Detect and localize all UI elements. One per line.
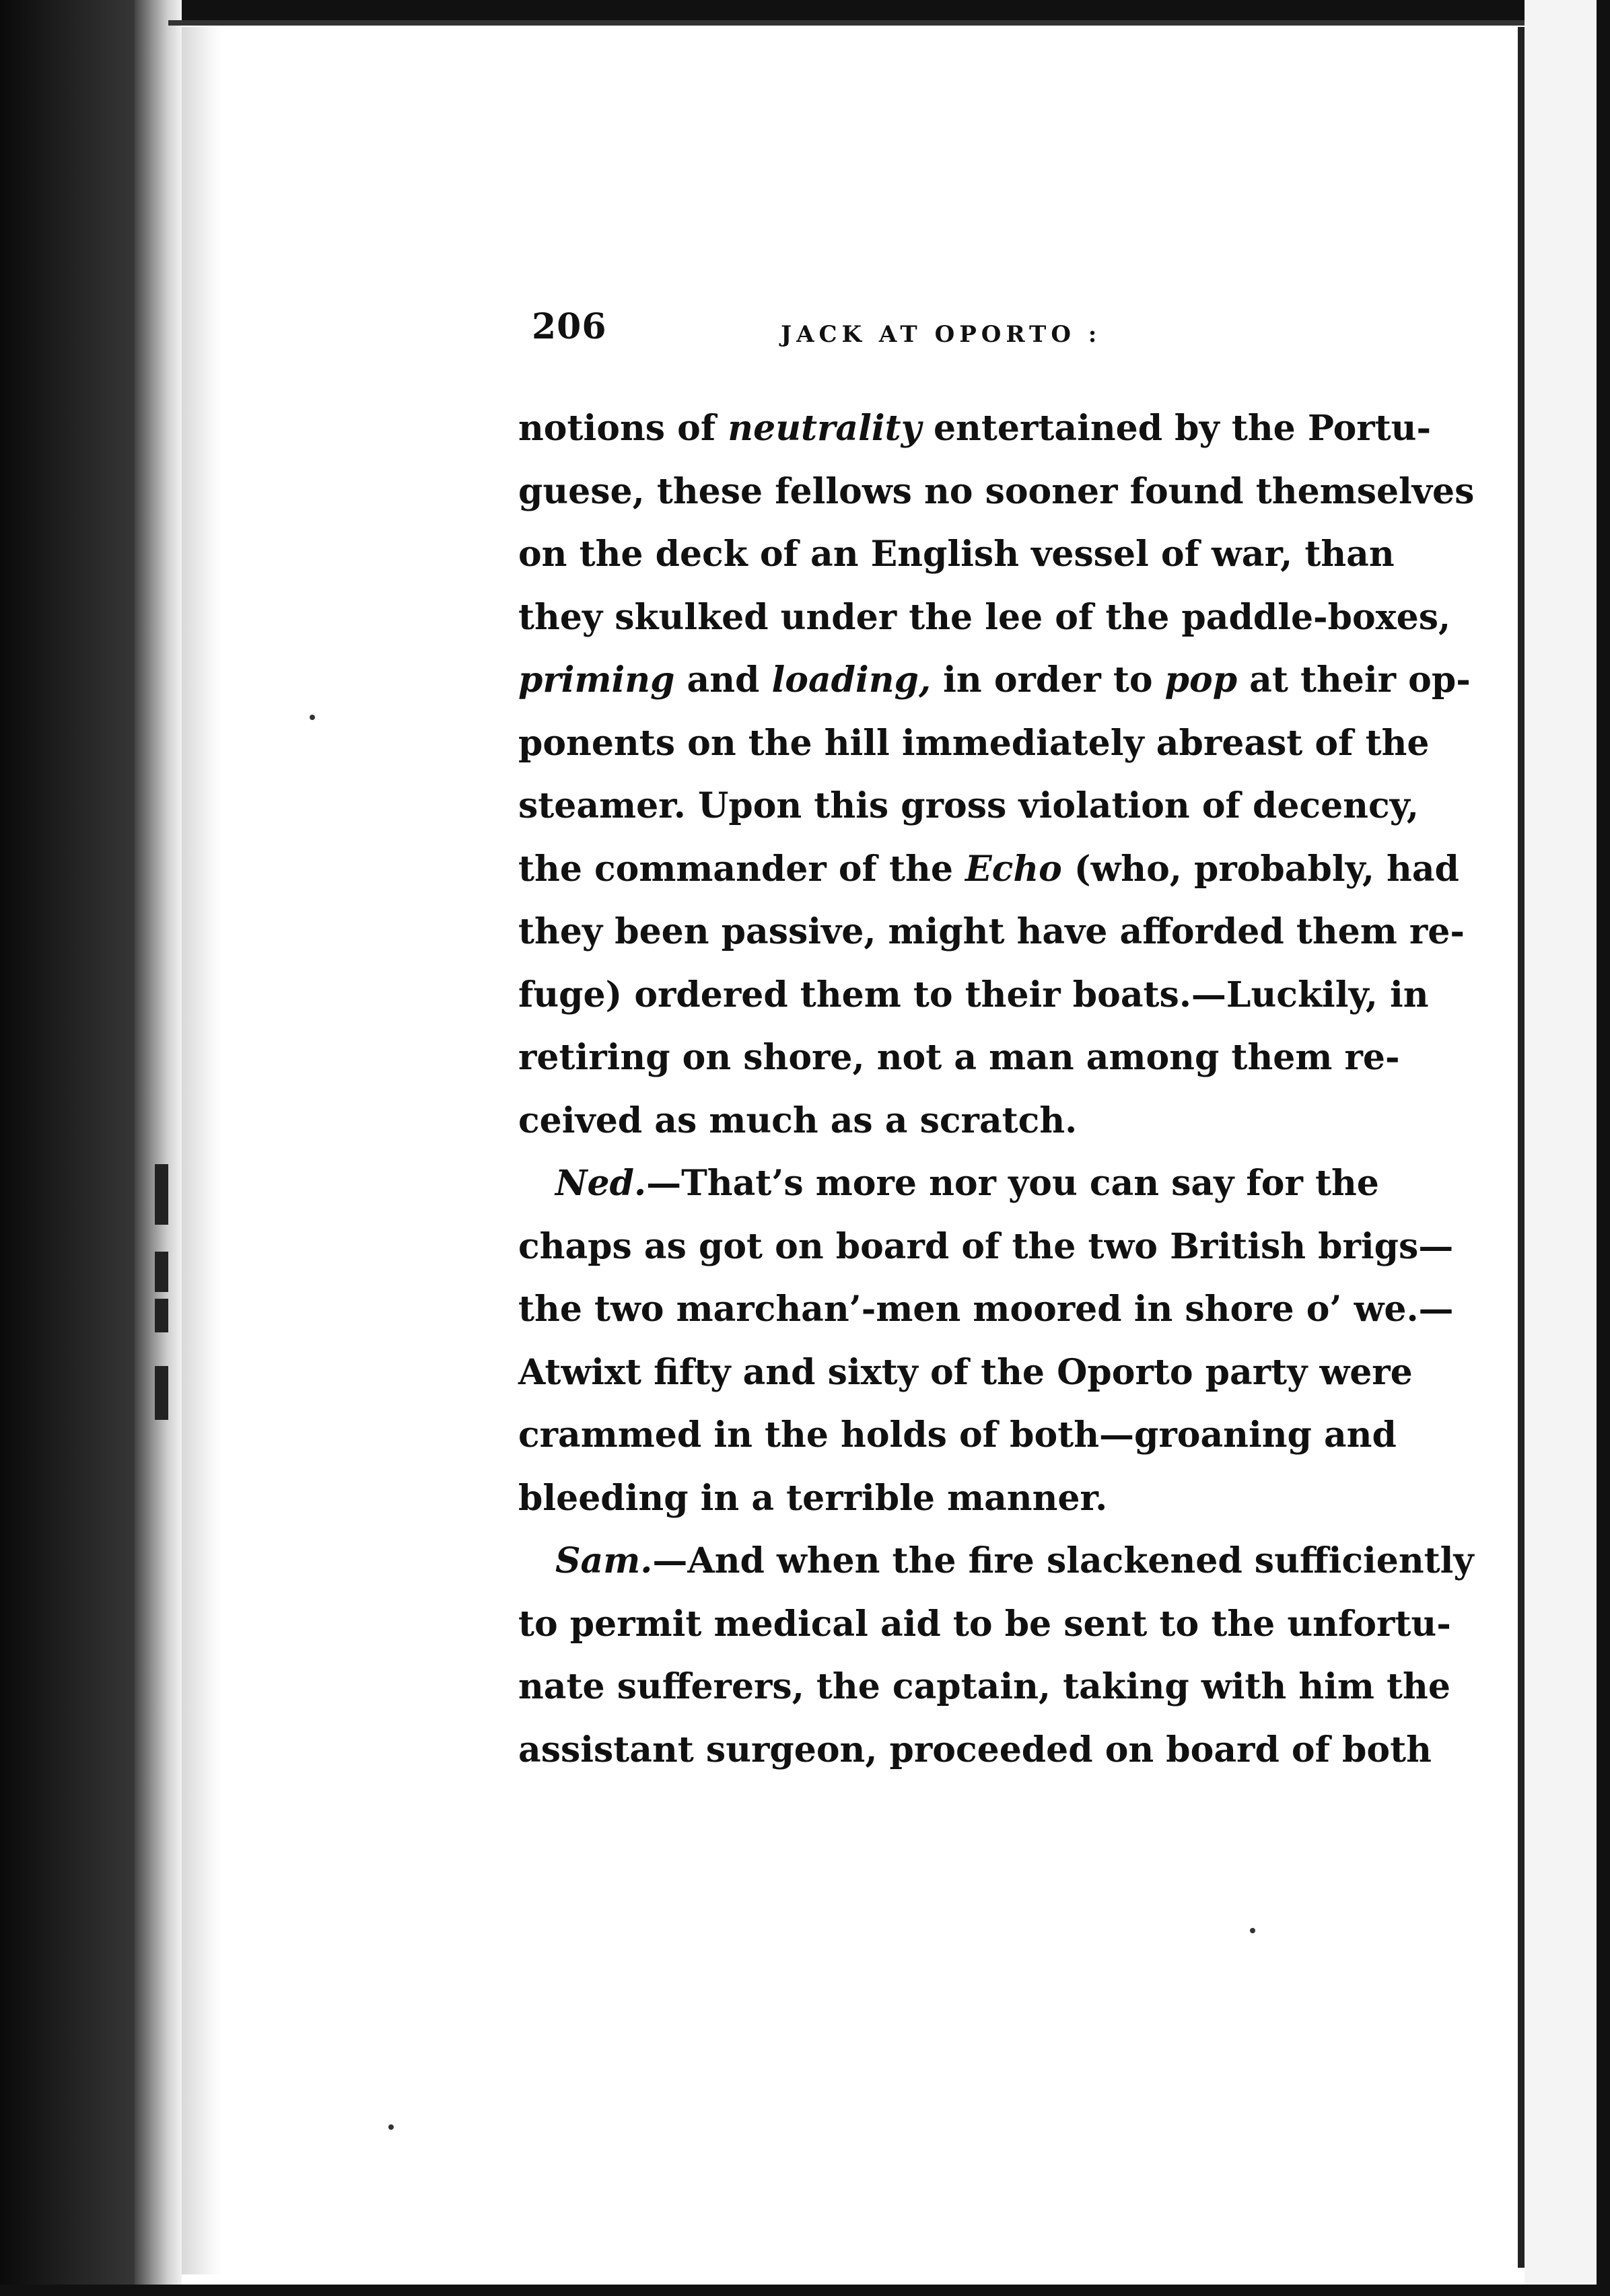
text-run: entertained by the Portu- [921,408,1432,449]
text-run: ceived as much as a scratch. [518,1100,1078,1141]
page-stack-edge [135,0,182,2296]
spine-mark [155,1164,168,1225]
text-run: crammed in the holds of both—groaning and [518,1414,1397,1456]
speck [388,2124,394,2130]
italic-text: pop [1164,659,1238,701]
running-head: JACK AT OPORTO : [781,321,1102,348]
text-run: und [1168,470,1244,512]
text-line [518,1593,1451,1656]
speck [1250,1928,1255,1933]
text-line [518,1215,1454,1279]
text-run: bleeding in a terrible manner. [518,1477,1108,1519]
text-line [518,1341,1413,1404]
text-line [518,1278,1454,1341]
text-run: ner [1051,470,1118,512]
text-run: and [674,659,772,701]
italic-text: Sam. [555,1540,653,1581]
scan-bottom-edge [0,2285,1610,2296]
text-run: —That’s more nor you can say for the [646,1163,1379,1204]
text-run: in order to [931,659,1165,701]
text-run: steamer. Upon this gross violation of decency, [518,785,1419,826]
text-run: fuge) ordered them to their boats.—Luckily, in [518,974,1429,1015]
text-line [518,649,1471,712]
text-run: (who, probably, had [1061,848,1459,890]
text-line [518,1530,1474,1593]
italic-text: Ned. [555,1163,647,1204]
page-right-edge [1518,27,1525,2268]
text-line [518,1719,1432,1782]
text-line [518,397,1432,460]
gutter-shadow [182,27,222,2274]
text-line [518,775,1419,838]
text-run: nate sufferers, the captain, taking with him the [518,1666,1450,1707]
text-run: to permit medical aid to be sent to the unfortu- [518,1603,1451,1645]
text-line [518,1152,1379,1215]
scan-top-edge [0,0,1610,20]
text-line [518,1404,1397,1467]
scan-right-edge [1597,0,1610,2296]
italic-text: Echo [965,848,1062,890]
text-line [518,900,1465,964]
text-run: notions of [518,408,728,449]
text-line [518,523,1395,586]
page-number: 206 [532,306,607,347]
text-run: on the deck of an English vessel of war, than [518,534,1395,575]
text-line [518,1655,1450,1719]
text-run: assistant surgeon, proceeded on board of both [518,1729,1432,1770]
text-run: —And when the fire slackened sufficiently [652,1540,1474,1581]
spine-mark [155,1299,168,1332]
text-line [518,964,1429,1027]
italic-text: loading, [771,659,932,701]
page-top-edge [168,20,1548,26]
text-run: fo [1117,470,1168,512]
text-run: ponents on the hill immediately abreast of the [518,722,1430,764]
italic-text: neutrality [728,408,921,449]
spine-mark [155,1252,168,1292]
text-line [518,1467,1333,1530]
text-line [518,712,1430,775]
text-run: Atwixt fifty and sixty of the Oporto party were [518,1351,1413,1393]
text-line [518,586,1451,649]
text-run: at their op- [1237,659,1471,701]
text-run: they been passive, might have afforded them re- [518,911,1465,952]
text-run: they skulked under the lee of the paddle-boxes, [518,596,1451,638]
page-header [532,306,1333,360]
speck [310,715,315,720]
text-line [518,460,1475,524]
text-run: the two marchan’-men moored in shore o’ we.— [518,1289,1454,1330]
text-line [518,838,1459,901]
spine-mark [155,1366,168,1420]
text-run: retiring on shore, not a man among them re- [518,1037,1400,1078]
text-run: the commander of the [518,848,966,890]
text-run: themselves [1243,470,1475,512]
text-line [518,1026,1400,1089]
text-line [518,1089,1333,1153]
italic-text: priming [518,659,675,701]
book-spine [0,0,148,2296]
text-run: chaps as got on board of the two British brigs— [518,1225,1454,1267]
text-run: guese, these fellows no soo [518,470,1052,512]
body-text [518,397,1475,1781]
